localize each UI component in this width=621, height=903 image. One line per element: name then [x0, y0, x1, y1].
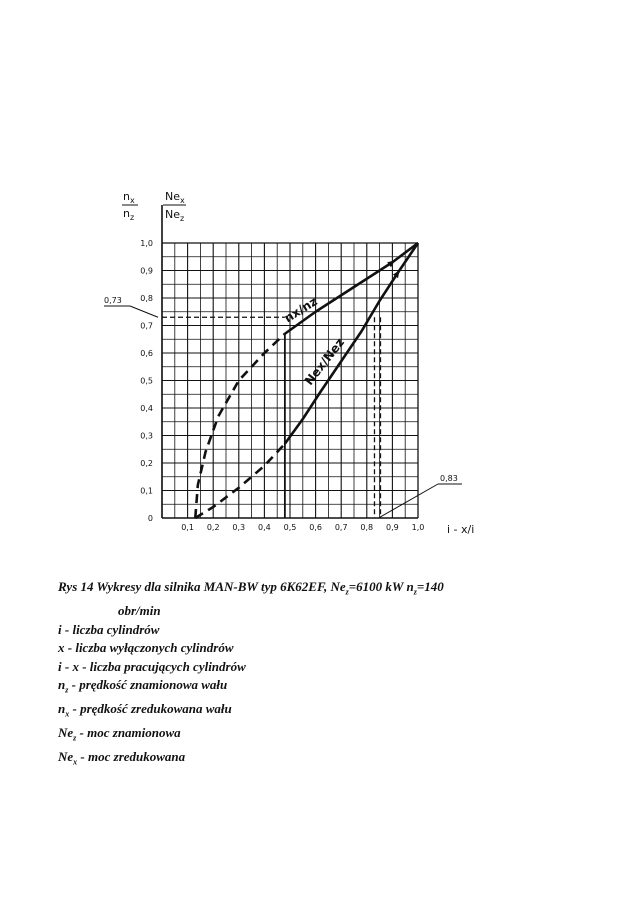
x-tick-labels: [181, 523, 424, 532]
caption-definition: i - x - liczba pracujących cylindrów: [58, 658, 246, 674]
chart-annotations: [104, 296, 462, 518]
callout-073-leader: [130, 306, 158, 317]
x-tick-label: 0,1: [181, 523, 194, 532]
y-label-left: [122, 190, 138, 222]
y-tick-label: 0,7: [140, 321, 153, 331]
caption-definition: i - liczba cylindrów: [58, 621, 160, 637]
y-label-right-den: $Ne_z$: [165, 208, 185, 223]
y-tick-label: 0,6: [140, 349, 153, 358]
y-tick-label: 0,1: [140, 486, 153, 496]
series-label-nx-nz: nx/nz: [281, 294, 320, 326]
caption-definition: $Ne_z$ - moc znamionowa: [58, 725, 181, 743]
y-label-left-den: $n_z$: [123, 207, 135, 222]
x-tick-label: 0,8: [360, 523, 374, 532]
y-tick-label: 0,8: [140, 294, 153, 303]
caption-title: Rys 14 Wykresy dla silnika MAN-BW typ 6K62EF, $Ne_z=6100$ kW $n_z=140$: [58, 579, 444, 597]
y-tick-label: 1,0: [140, 239, 153, 248]
caption-definitions: [58, 621, 598, 773]
caption-definition: $Ne_x$ - moc zredukowana: [58, 749, 186, 767]
y-label-right: [163, 190, 186, 223]
caption-definition: $n_z$ - prędkość znamionowa wału: [58, 677, 228, 695]
figure-caption: [58, 578, 598, 772]
caption-definition: x - liczba wyłączonych cylindrów: [58, 640, 234, 656]
x-tick-label: 0,4: [258, 523, 271, 532]
callout-083-leader: [378, 484, 438, 518]
x-axis-label: i - x/i: [447, 523, 475, 536]
series-nex-nez-dashed: [195, 444, 285, 518]
y-tick-label: 0,2: [140, 459, 153, 468]
x-tick-label: 0,3: [232, 523, 246, 532]
x-tick-label: 0,9: [386, 523, 399, 532]
y-label-left-num: $n_x$: [123, 190, 135, 205]
caption-title-cont: obr/min: [118, 603, 161, 619]
y-tick-label: 0,9: [140, 266, 153, 276]
y-tick-label: 0,3: [140, 431, 153, 441]
callout-073-label: 0,73: [104, 296, 122, 305]
y-tick-label: 0,5: [140, 376, 153, 386]
x-tick-label: 0,2: [206, 523, 220, 532]
series-label-nex-nez: Nex/Nez: [301, 335, 348, 388]
callout-083-label: 0,83: [440, 474, 458, 483]
y-tick-label: 0,4: [140, 404, 153, 413]
x-tick-label: 0,7: [334, 523, 348, 532]
y-label-right-num: $Ne_x$: [165, 190, 185, 205]
x-tick-label: 1,0: [411, 523, 425, 532]
caption-definition: $n_x$ - prędkość zredukowana wału: [58, 701, 232, 719]
chart-grid: [162, 243, 418, 518]
y-tick-labels: [140, 239, 153, 523]
y-tick-label: 0: [147, 514, 153, 523]
x-tick-label: 0,5: [283, 523, 297, 532]
x-tick-label: 0,6: [309, 523, 322, 532]
